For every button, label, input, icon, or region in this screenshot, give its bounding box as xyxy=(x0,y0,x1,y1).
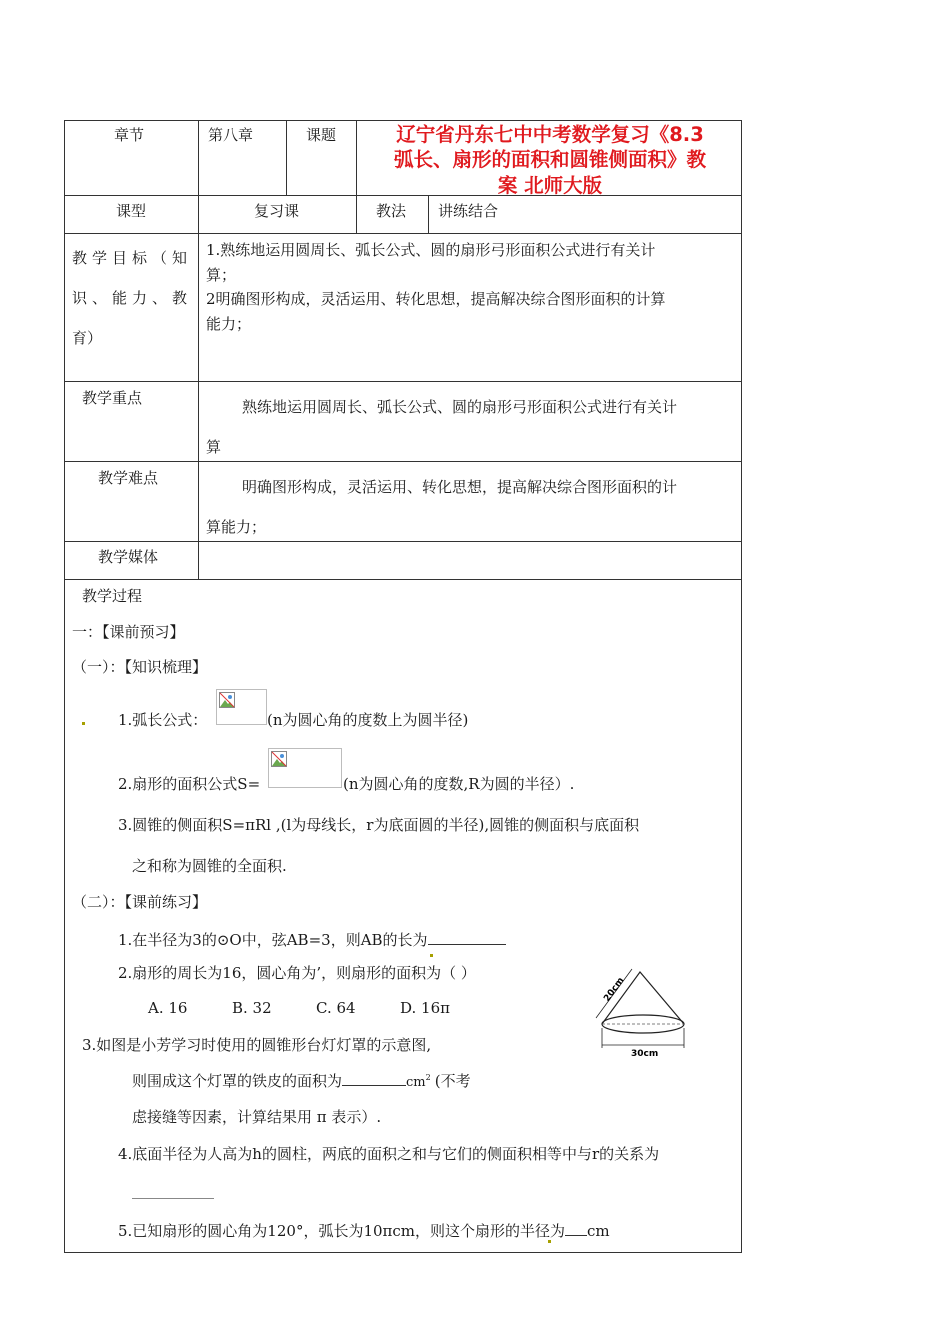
q5-text: 5.已知扇形的圆心角为120°，弧长为10πcm，则这个扇形的半径为 xyxy=(118,1222,566,1240)
table-border-bottom xyxy=(64,1252,742,1253)
keypoints-line: 算 xyxy=(206,438,222,456)
chapter-value: 第八章 xyxy=(208,126,254,144)
answer-blank[interactable] xyxy=(132,1198,214,1199)
q2-option-b: B. 32 xyxy=(232,999,272,1017)
type-label: 课型 xyxy=(116,202,147,220)
stray-mark xyxy=(548,1240,551,1243)
question-1-text: 1.在半径为3的⊙O中，弦AB=3，则AB的长为 xyxy=(118,931,428,949)
knowledge-1-prefix: 1.弧长公式： xyxy=(118,711,208,729)
question-3-line2 xyxy=(132,1070,471,1091)
answer-blank[interactable] xyxy=(565,1235,587,1236)
title-line: 辽宁省丹东七中中考数学复习《8.3 xyxy=(396,123,704,146)
q3-unit: cm xyxy=(406,1075,426,1090)
topic-label: 课题 xyxy=(306,126,337,144)
goals-line: 1.熟练地运用圆周长、弧长公式、圆的扇形弓形面积公式进行有关计 xyxy=(206,241,656,259)
col-divider xyxy=(286,120,287,195)
knowledge-3-line1: 3.圆锥的侧面积S=πRl ,(l为母线长，r为底面圆的半径),圆锥的侧面积与底面积 xyxy=(118,816,640,834)
difficulties-line: 明确图形构成，灵活运用、转化思想，提高解决综合图形面积的计 xyxy=(242,478,678,496)
col-divider xyxy=(198,120,199,579)
knowledge-3-line2: 之和称为圆锥的全面积. xyxy=(132,857,287,875)
question-1 xyxy=(118,929,506,950)
base-diameter-label: 30cm xyxy=(631,1049,659,1059)
q3-unit-sup: 2 xyxy=(425,1073,431,1082)
keypoints-line: 熟练地运用圆周长、弧长公式、圆的扇形弓形面积公式进行有关计 xyxy=(242,398,678,416)
goals-line: 能力； xyxy=(206,314,252,333)
col-divider xyxy=(356,120,357,233)
section-preview: 一：【课前预习】 xyxy=(72,623,185,641)
knowledge-2-suffix: (n为圆心角的度数,R为圆的半径）. xyxy=(343,775,575,793)
cone-lampshade-figure xyxy=(588,966,698,1062)
subsection-practice: （二）：【课前练习】 xyxy=(72,893,208,911)
broken-image-icon xyxy=(219,692,235,708)
difficulties-text xyxy=(206,467,677,547)
col-divider xyxy=(428,195,429,233)
answer-blank[interactable] xyxy=(428,944,506,945)
goals-label-line: 教学目标（知 xyxy=(72,249,193,267)
q3-text: 则围成这个灯罩的铁皮的面积为 xyxy=(132,1072,343,1090)
keypoints-label: 教学重点 xyxy=(82,389,143,407)
method-label: 教法 xyxy=(376,202,407,220)
q2-option-c: C. 64 xyxy=(316,999,356,1017)
formula-image-arc-length xyxy=(216,689,267,725)
answer-blank[interactable] xyxy=(342,1085,406,1086)
type-value: 复习课 xyxy=(254,202,300,220)
q2-option-d: D. 16π xyxy=(400,999,450,1017)
q3-text: (不考 xyxy=(434,1072,471,1090)
row-divider xyxy=(64,579,742,580)
page-title xyxy=(360,122,740,198)
formula-image-sector-area xyxy=(268,748,342,788)
stray-mark xyxy=(430,954,433,957)
knowledge-2-prefix: 2.扇形的面积公式S= xyxy=(118,775,261,793)
q5-unit: cm xyxy=(587,1222,610,1240)
row-divider xyxy=(64,381,742,382)
title-line: 案 北师大版 xyxy=(497,173,603,197)
goals-text xyxy=(206,238,666,336)
question-5 xyxy=(118,1220,610,1241)
keypoints-text xyxy=(206,387,677,467)
question-3-line3: 虑接缝等因素，计算结果用 π 表示）. xyxy=(132,1108,382,1126)
goals-label xyxy=(72,238,192,358)
table-border-top xyxy=(64,120,742,121)
difficulties-label: 教学难点 xyxy=(98,469,159,487)
title-line: 弧长、扇形的面积和圆锥侧面积》教 xyxy=(393,148,706,172)
question-2: 2.扇形的周长为16，圆心角为’，则扇形的面积为（ ） xyxy=(118,964,476,982)
goals-label-line: 识、能力、教 xyxy=(72,289,193,307)
row-divider xyxy=(64,233,742,234)
method-value: 讲练结合 xyxy=(438,202,499,220)
question-4-line1: 4.底面半径为人高为h的圆柱，两底的面积之和与它们的侧面积相等中与r的关系为 xyxy=(118,1145,660,1163)
goals-line: 2明确图形构成，灵活运用、转化思想，提高解决综合图形面积的计算 xyxy=(206,290,666,308)
table-border-right xyxy=(741,120,742,1253)
knowledge-1-suffix: (n为圆心角的度数上为圆半径) xyxy=(267,711,469,729)
media-label: 教学媒体 xyxy=(98,548,159,566)
process-heading: 教学过程 xyxy=(82,587,143,605)
chapter-label: 章节 xyxy=(114,126,145,144)
subsection-knowledge: （一）：【知识梳理】 xyxy=(72,658,208,676)
slant-height-label: 20cm xyxy=(602,975,627,1004)
stray-mark xyxy=(82,722,85,725)
goals-line: 算； xyxy=(206,265,237,284)
table-border-left xyxy=(64,120,65,1253)
broken-image-icon xyxy=(271,751,287,767)
question-3-line1: 3.如图是小芳学习时使用的圆锥形台灯灯罩的示意图, xyxy=(82,1036,432,1054)
q2-option-a: A. 16 xyxy=(148,999,188,1017)
difficulties-line: 算能力； xyxy=(206,518,267,536)
goals-label-line: 育） xyxy=(72,329,103,347)
